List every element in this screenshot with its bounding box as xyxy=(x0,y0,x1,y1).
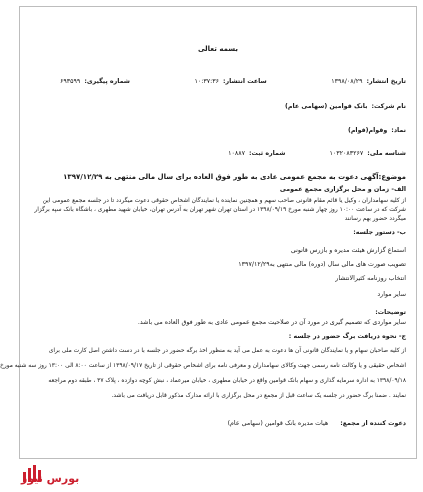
section-a-line: از کلیه سهامداران ، وکیل یا قائم مقام قانونی صاحب سهم و همچنین نماینده یا نمایندگان اشخاص حقوقی دعوت میگردد تا در جلسه مجمع عمومی این xyxy=(42,198,406,204)
section-b-title: ب- دستور جلسه: xyxy=(353,229,406,236)
registration-number: شماره ثبت: ۱۰۸۸۷ xyxy=(228,150,286,157)
section-c-line: از کلیه صاحبان سهام و یا نمایندگان قانونی آن ها دعوت به عمل می آید به منظور اخذ برگه حضور در جلسه با در دست داشتن اصل کارت ملی برای xyxy=(48,348,406,354)
bourse-news-brand: بورس نیوز xyxy=(21,472,80,485)
notes-title: توضیحات: xyxy=(375,309,406,316)
section-c-line: اشخاص حقیقی و یا وکالت نامه رسمی جهت وکالای سهامداران و معرفی نامه برای اشخاص حقوقی از تاریخ ۱۳۹۸/۰۹/۱۷ از ساعت ۸:۰۰ الی ۱۳:۰۰ روز سه شنبه مورخ xyxy=(0,363,406,369)
bismillah-heading: بسمه تعالی xyxy=(197,45,239,53)
agenda-item: سایر موارد xyxy=(377,291,406,298)
section-a-title: الف- زمان و محل برگزاری مجمع عمومی xyxy=(279,186,406,193)
agenda-item: تصویب صورت های مالی سال (دوره) مالی منتهی به۱۳۹۷/۱۲/۲۹ xyxy=(238,261,406,268)
section-a-text xyxy=(30,197,406,224)
notice-document xyxy=(0,6,417,459)
symbol-row xyxy=(30,127,406,135)
notice-subject: موضوع:آگهی دعوت به مجمع عمومی عادی به طور فوق العاده برای سال مالی منتهی به ۱۳۹۷/۱۲/۲۹ xyxy=(63,173,406,181)
section-c-text xyxy=(0,344,406,404)
signature: دعوت کننده از مجمع: هیات مدیره بانک قوامین (سهامی عام) xyxy=(227,420,406,427)
section-c-line: نمایند . ضمنا برگ حضور در جلسه یک ساعت قبل از مجمع در محل برگزاری با ارائه مدارک مذکور قابل دریافت می باشد. xyxy=(111,393,406,399)
section-a-line: شرکت که در ساعت ۱۰:۰۰ روز چهار شنبه مورخ ۱۳۹۸/۰۹/۱۹ در استان تهران شهر تهران به آدرس تهران، خیابان شهید مطهری ، باشگاه بانک سپه برگزار xyxy=(34,207,406,213)
section-a-line: میگردد حضور بهم رسانند xyxy=(344,216,406,222)
signature-row xyxy=(30,420,406,428)
publication-date: تاریخ انتشار: ۱۳۹۸/۰۸/۲۹ xyxy=(331,78,406,85)
national-id: شناسه ملی: ۱۰۳۲۰۸۳۲۶۷ xyxy=(329,150,406,157)
publication-time: ساعت انتشار: ۱۰:۳۷:۳۶ xyxy=(194,78,267,85)
section-c-title: ج- نحوه دریافت برگ حضور در جلسه : xyxy=(288,333,406,340)
agenda-item: استماع گزارش هیئت مدیره و بازرس قانونی xyxy=(290,247,406,254)
notice-content xyxy=(0,7,406,458)
tracking-number: شماره پیگیری: ۶۹۳۵۹۹ xyxy=(60,78,130,85)
company-name-row xyxy=(30,103,406,111)
publication-info-row xyxy=(30,78,406,86)
agenda-item: انتخاب روزنامه کثیرالانتشار xyxy=(335,275,406,282)
section-c-line: ۱۳۹۸/۰۹/۱۸ به اداره سرمایه گذاری و سهام بانک قوامین واقع در خیابان مطهری ، خیابان میرعماد ، نبش کوچه دوازده ، پلاک ۳۷ ، طبقه دوم مراجعه xyxy=(48,378,406,384)
company-name: نام شرکت: بانک قوامین (سهامی عام) xyxy=(284,103,406,110)
ids-row xyxy=(30,150,406,158)
symbol: نماد: وقوام(قوام) xyxy=(347,127,406,134)
notes-text: سایر مواردی که تصمیم گیری در مورد آن در صلاحیت مجمع عمومی عادی به طور فوق العاده می باشد. xyxy=(137,319,406,326)
